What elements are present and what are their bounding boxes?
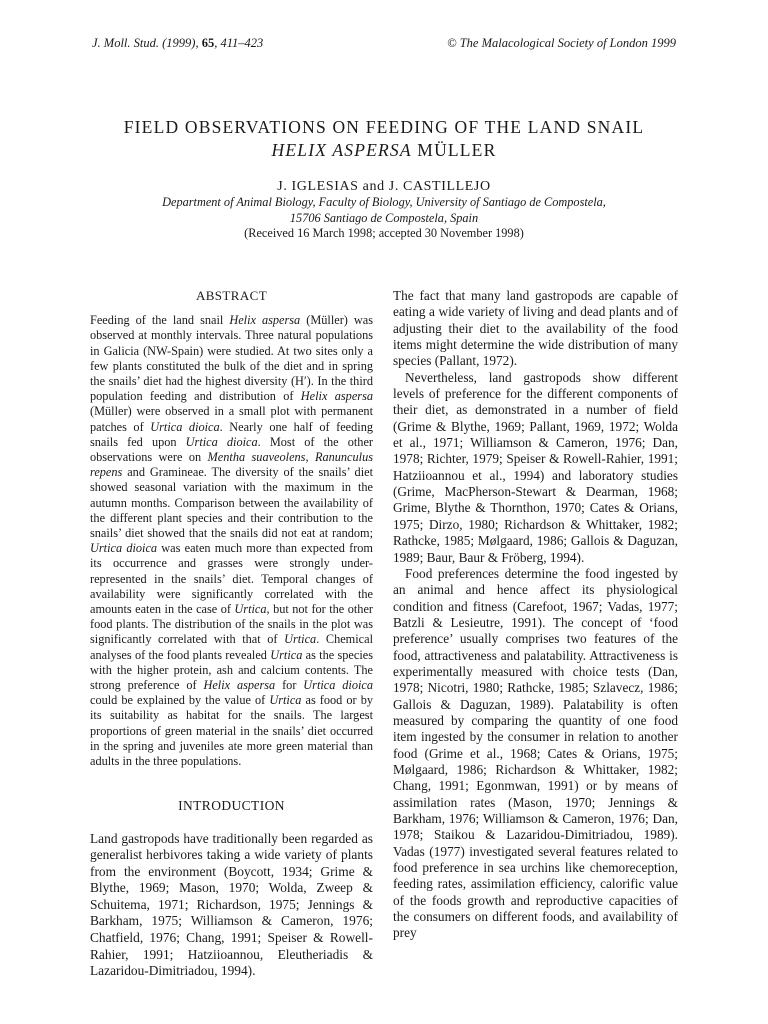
left-column (90, 288, 373, 980)
article-title (60, 116, 708, 162)
introduction-paragraph: Land gastropods have traditionally been regarded as generalist herbivores taking a wide variety of plants from the environment (Boycott, 1934; Grime & Blythe, 1969; Mason, 1970; Wolda, Zweep & Schuitema, 1971; Richardson, 1975; Jennings & Barkham, 1975; Williamson & Cameron, 1976; Chatfield, 1976; Chang, 1991; Speiser & Rowell-Rahier, 1991; Hatziioannou, Eleutheriadis & Lazaridou-Dimitriadou, 1994). (90, 830, 373, 979)
abstract-text: Feeding of the land snail Helix aspersa (Müller) was observed at monthly intervals. Three natural populations in Galicia (NW-Spain) were studied. At two sites only a few plants constituted the bulk of the diet and in spring the snails’ diet had the highest diversity (H′). In the third population feeding and distribution of Helix aspersa (Müller) were observed in a small plot with permanent patches of Urtica dioica. Nearly one half of feeding snails fed upon Urtica dioica. Most of the other observations were on Mentha suaveolens, Ranunculus repens and Gramineae. The diversity of the snails’ diet showed seasonal variation with the maximum in the autumn months. Comparison between the availability of the different plant species and their contribution to the snails’ diet showed that the snails did not eat at random; Urtica dioica was eaten much more than expected from its occurrence and grasses were strongly under-represented in the snails’ diet. Temporal changes of availability were significantly correlated with the amounts eaten in the case of Urtica, but not for the other food plants. The distribution of the snails in the plot was significantly correlated with that of Urtica. Chemical analyses of the food plants revealed Urtica as the species with the higher protein, ash and calcium contents. The strong preference of Helix aspersa for Urtica dioica could be explained by the value of Urtica as food or by its suitability as habitat for the snails. The largest proportions of green material in the snails’ diet occurred in the spring and juveniles ate more green material than adults in the three populations. (90, 313, 374, 769)
body-paragraph-3: Food preferences determine the food ingested by an animal and hence affect its physiological condition and fitness (Carefoot, 1967; Vadas, 1977; Batzli & Lesieutre, 1991). The concept of ‘food preference’ usually comprises two features of the food, attractiveness and palatability. Attractiveness is experimentally measured with choice tests (Dan, 1978; Nicotri, 1980; Rathcke, 1985; Szlavecz, 1986; Gallois & Daguzan, 1989). Palatability is often measured by comparing the quantity of one food item ingested by the consumer in relation to another food (Grime et al., 1968; Cates & Orians, 1975; Mølgaard, 1986; Richardson & Whittaker, 1982; Chang, 1991; Egonmwan, 1991) or by means of assimilation rates (Mason, 1970; Jennings & Barkham, 1976; Williamson & Cameron, 1976; Dan, 1978; Staikou & Lazaridou-Dimitriadou, 1989). Vadas (1977) investigated several features related to food preference in sea urchins like chemoreception, feeding rates, assimilation efficiency, calorific value of the foods growth and reproductive capacities of the consumers on different foods, and availability of prey (393, 565, 678, 941)
journal-citation: J. Moll. Stud. (1999), 65, 411–423 (92, 36, 264, 50)
affiliation-address: 15706 Santiago de Compostela, Spain (289, 210, 479, 225)
title-line-2: HELIX ASPERSA MÜLLER (271, 140, 497, 160)
affiliation-department: Department of Animal Biology, Faculty of Biology, University of Santiago de Compostela, (162, 195, 606, 209)
authors: J. IGLESIAS and J. CASTILLEJO (277, 179, 491, 194)
introduction-heading: INTRODUCTION (178, 798, 285, 814)
title-line-1: FIELD OBSERVATIONS ON FEEDING OF THE LAND SNAIL (123, 117, 645, 137)
body-paragraph-2: Nevertheless, land gastropods show different levels of preference for the different components of their diet, as demonstrated in a number of field (Grime & Blythe, 1969; Pallant, 1969, 1972; Wolda et al., 1971; Williamson & Cameron, 1976; Dan, 1978; Richter, 1979; Speiser & Rowell-Rahier, 1991; Hatziioannou et al., 1994) and laboratory studies (Grime, MacPherson-Stewart & Dearman, 1968; Grime, Blythe & Thornthon, 1970; Cates & Orians, 1975; Dirzo, 1980; Richardson & Whittaker, 1982; Rathcke, 1985; Mølgaard, 1986; Gallois & Daguzan, 1989; Baur, Baur & Fröberg, 1994). (393, 369, 678, 565)
affiliation (80, 195, 688, 242)
body-paragraph-1: The fact that many land gastropods are capable of eating a wide variety of living and dead plants and of adjusting their diet to the availability of the food items might determine the wide distribution of many species (Pallant, 1972). (393, 288, 678, 369)
abstract-heading: ABSTRACT (195, 288, 268, 303)
right-column (393, 288, 678, 942)
copyright-notice: © The Malacological Society of London 1999 (447, 36, 676, 50)
received-dates: (Received 16 March 1998; accepted 30 November 1998) (244, 226, 524, 240)
running-header (92, 36, 676, 51)
